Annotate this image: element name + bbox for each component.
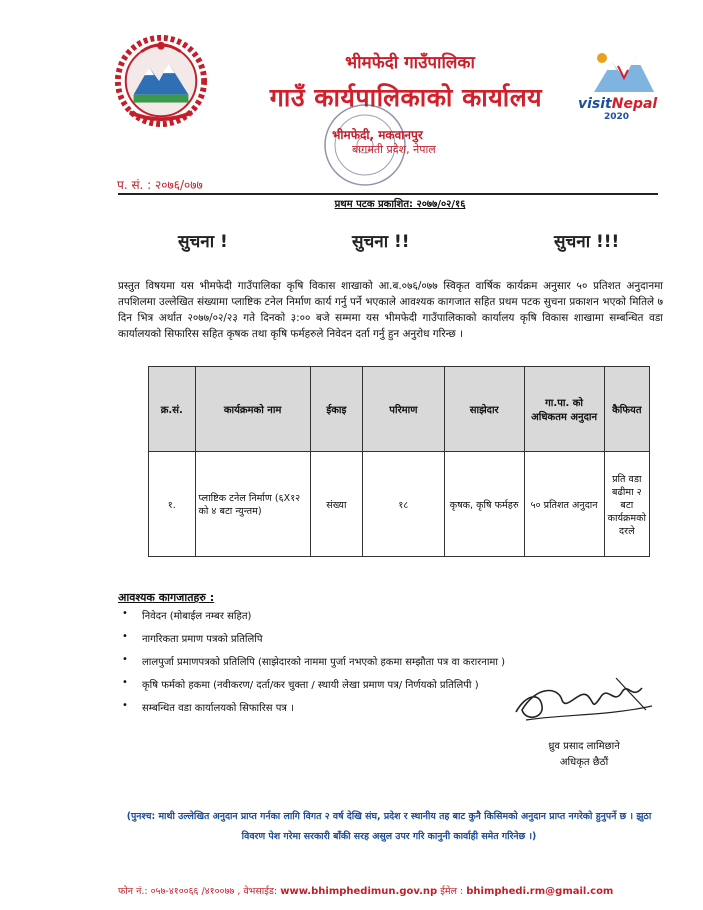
table-header-remarks: कैफियत <box>604 367 649 452</box>
footnote: (पुनश्च: माथी उल्लेखित अनुदान प्राप्त गर्नका लागि विगत २ वर्ष देखि संघ, प्रदेश र स्थानीय तह बाट कुनै किसिमको अनुदान प्राप्त नगरेको हुनुपर्ने छ । झुठा विवरण पेश गरेमा सरकारी बाँकी सरह असुल उपर गरि कानुनी कार्वाही समेत गरिनेछ ।) <box>126 811 652 842</box>
notice-heading-2: सुचना !! <box>352 232 410 252</box>
publish-date-line: प्रथम पटक प्रकाशित: २०७७/०२/१६ <box>334 199 466 210</box>
office-address-line1: भीमफेदी, मकवानपुर <box>332 128 423 142</box>
list-item: • नागरिकता प्रमाण पत्रको प्रतिलिपि <box>122 631 263 645</box>
required-documents-heading: आवश्यक कागजातहरु : <box>118 591 215 604</box>
table-cell-sn: १. <box>149 452 196 557</box>
office-name: भीमफेदी गाउँपालिका <box>345 53 475 73</box>
table-cell-remarks: प्रति वडा बढीमा २ बटा कार्यक्रमको दरले <box>604 452 649 557</box>
notice-heading-3: सुचना !!! <box>554 232 620 252</box>
notice-body-paragraph: प्रस्तुत विषयमा यस भीमफेदी गाउँपालिका कृषि विकास शाखाको आ.ब.०७६/०७७ स्विकृत वार्षिक कार्यक्रम अनुसार ५० प्रतिशत अनुदानमा तपशिलमा उल्लेखित संख्यामा प्लाष्टिक टनेल निर्माण कार्य गर्नु पर्ने भएकाले आवश्यक कागजात सहित प्रथम पटक सुचना प्रकाशन भएको मितिले ७ दिन भित्र अर्थात २०७७/०२/२३ गते दिनको ३:०० बजे सम्ममा यस भीमफेदी गाउँपालिकाको कार्यालय कृषि विकास शाखामा सम्बन्धित वडा कार्यालयको सिफारिस सहित कृषक तथा कृषि फर्महरुले निवेदन दर्ता गर्नु हुन अनुरोध गरिन्छ । <box>118 280 663 340</box>
header-divider <box>118 193 658 195</box>
bullet-icon: • <box>122 677 128 688</box>
table-header-row <box>149 367 650 452</box>
table-row <box>149 452 650 557</box>
email-link[interactable]: bhimphedi.rm@gmail.com <box>466 886 614 897</box>
bullet-icon: • <box>122 654 128 665</box>
table-cell-quantity: १८ <box>363 452 445 557</box>
signature-icon <box>496 666 662 732</box>
table-header-grant: गा.पा. को अधिकतम अनुदान <box>524 367 604 452</box>
table-header-quantity: परिमाण <box>363 367 445 452</box>
list-item: • निवेदन (मोबाईल नम्बर सहित) <box>122 608 252 622</box>
phone-label: फोन नं.: ०५७-४१००६६ /४१००७७ , वेभसाईड: <box>118 886 278 897</box>
signer-title: अधिकृत छैठौं <box>559 757 609 768</box>
table-cell-partner: कृषक, कृषि फर्महरु <box>444 452 524 557</box>
program-table <box>148 366 650 557</box>
bullet-icon: • <box>122 700 128 711</box>
table-header-sn: क्र.सं. <box>149 367 196 452</box>
nepal-emblem-icon <box>112 30 210 128</box>
table-header-unit: ईकाइ <box>310 367 362 452</box>
list-item: • लालपुर्जा प्रमाणपत्रको प्रतिलिपि (साझेदारको नाममा पुर्जा नभएको हकमा सम्झौता पत्र वा करारनामा ) <box>122 654 506 668</box>
office-title: गाउँ कार्यपालिकाको कार्यालय <box>269 83 543 112</box>
notice-heading-1: सुचना ! <box>178 232 228 252</box>
reference-number: प. सं. : २०७६/०७७ <box>117 178 203 192</box>
table-cell-program: प्लाष्टिक टनेल निर्माण (६X१२ को ४ बटा न्युन्तम) <box>195 452 310 557</box>
bullet-icon: • <box>122 608 128 619</box>
table-header-program: कार्यक्रमको नाम <box>195 367 310 452</box>
contact-footer <box>118 884 678 897</box>
table-cell-grant: ५० प्रतिशत अनुदान <box>524 452 604 557</box>
list-item: • सम्बन्धित वडा कार्यालयको सिफारिस पत्र । <box>122 700 294 714</box>
bullet-icon: • <box>122 631 128 642</box>
table-header-partner: साझेदार <box>444 367 524 452</box>
visit-nepal-text: visitNepal <box>578 96 658 112</box>
office-address-line2: बागमती प्रदेश, नेपाल <box>352 143 436 156</box>
visit-nepal-year: 2020 <box>604 112 630 122</box>
table-cell-unit: संख्या <box>310 452 362 557</box>
email-label: ईमेल : <box>440 886 464 897</box>
list-item: • कृषि फर्मको हकमा (नवीकरण/ दर्ता/कर चुक्ता / स्थायी लेखा प्रमाण पत्र/ निर्णयको प्रतिलिपी ) <box>122 677 479 691</box>
website-link[interactable]: www.bhimphedimun.gov.np <box>280 886 438 897</box>
signer-name: ध्रुव प्रसाद लामिछाने <box>548 741 620 752</box>
